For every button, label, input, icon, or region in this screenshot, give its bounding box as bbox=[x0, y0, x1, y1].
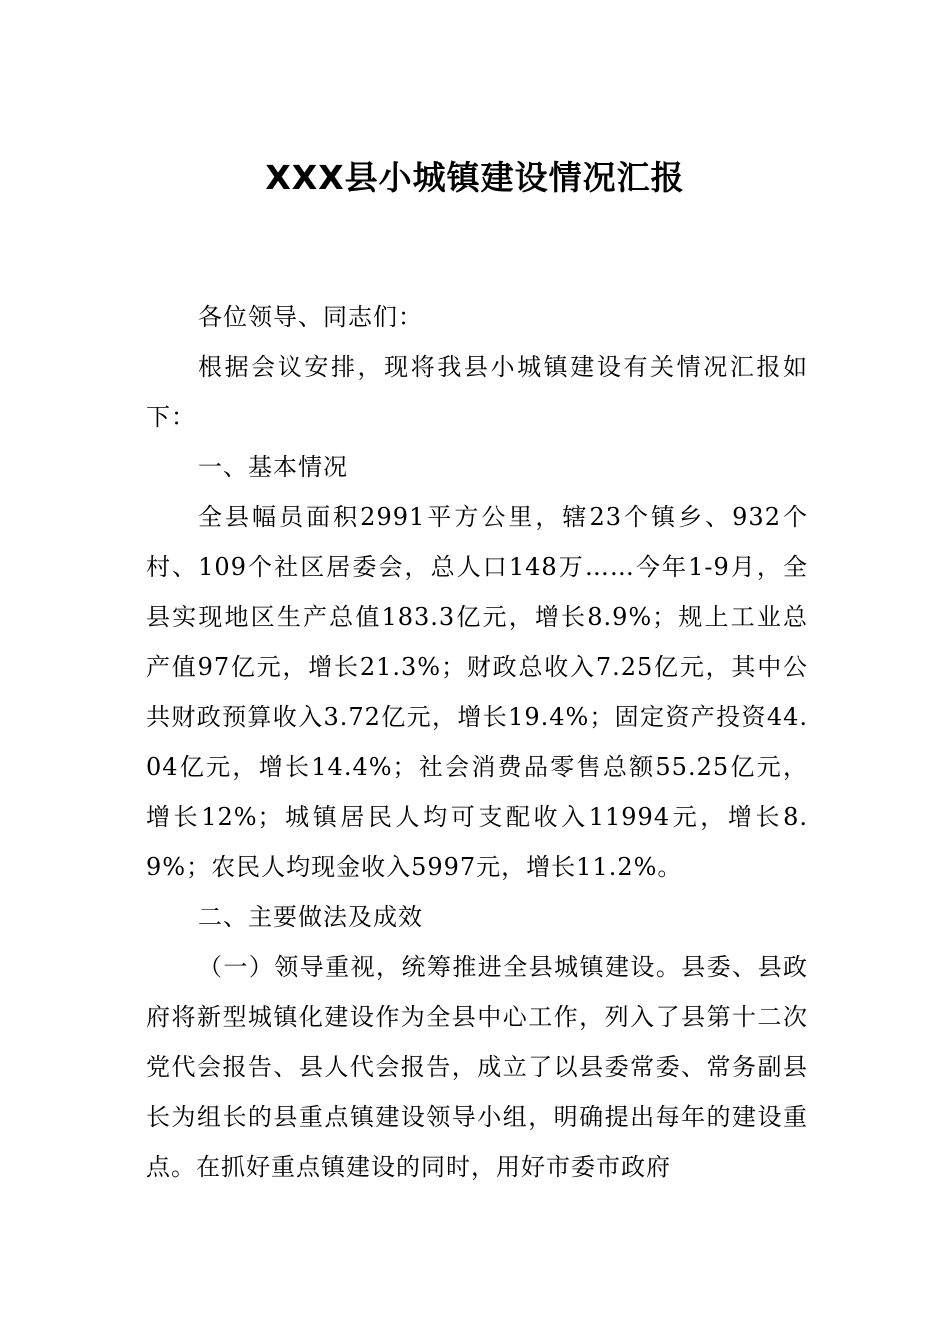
section-heading-main-practices: 二、主要做法及成效 bbox=[198, 903, 423, 931]
paragraph-intro: 根据会议安排，现将我县小城镇建设有关情况汇报如下： bbox=[146, 353, 808, 431]
paragraph-basic-situation: 全县幅员面积2991平方公里，辖23个镇乡、932个村、109个社区居委会，总人口148万……今年1-9月，全县实现地区生产总值183.3亿元，增长8.9%；规上工业总产值97亿元，增长21.3%；财政总收入7.25亿元，其中公共财政预算收入3.72亿元，增长19.4%；固定资产投资44.04亿元，增长14.4%；社会消费品零售总额55.25亿元，增长12%；城镇居民人均可支配收入11994元，增长8.9%；农民人均现金收入5997元，增长11.2%。 bbox=[146, 503, 808, 881]
section-heading-basic-situation: 一、基本情况 bbox=[198, 453, 348, 481]
document-title: XXX县小城镇建设情况汇报 bbox=[265, 158, 685, 197]
document-body bbox=[146, 292, 808, 1192]
paragraph-leadership: （一）领导重视，统筹推进全县城镇建设。县委、县政府将新型城镇化建设作为全县中心工作，列入了县第十二次党代会报告、县人代会报告，成立了以县委常委、常务副县长为组长的县重点镇建设领导小组，明确提出每年的建设重点。在抓好重点镇建设的同时，用好市委市政府 bbox=[146, 953, 808, 1181]
salutation: 各位领导、同志们： bbox=[198, 303, 423, 331]
